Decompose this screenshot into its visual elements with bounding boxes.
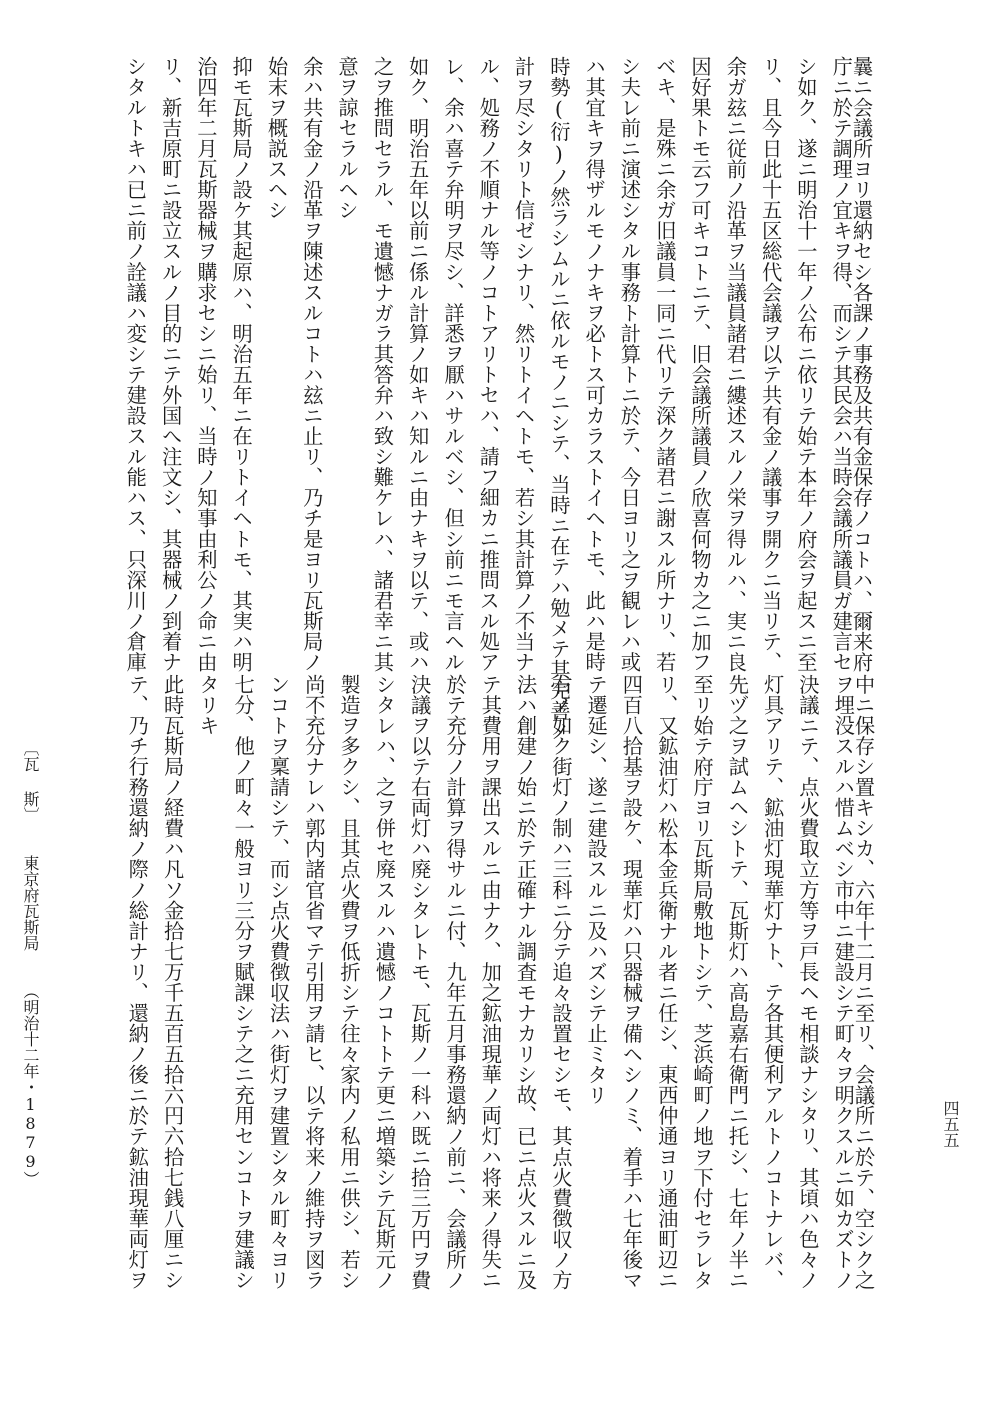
text-column: 庁ニ於テ調理ノ宜キヲ得、而シテ其民会ハ当時会議所議員ガ建言セ bbox=[829, 56, 854, 673]
text-column: 灯具アリテ、鉱油灯現華灯ナト、テ各其便利アルトノコトナレバ、 bbox=[760, 674, 785, 1291]
text-column: リ、新吉原町ニ設立スルノ目的ニテ外国へ注文シ、其器械ノ到着ナ bbox=[158, 56, 183, 673]
text-block-lower bbox=[112, 674, 876, 1291]
text-column: タリキ bbox=[195, 674, 220, 736]
text-column: シタルトキハ已ニ前ノ詮議ハ変シテ建設スル能ハス、只深川ノ倉庫 bbox=[123, 56, 148, 673]
text-column: 決議ニテ、点火費取立方等ヲ戸長ヘモ相談ナシタリ、其頃ハ色々ノ bbox=[795, 674, 820, 1291]
text-column: 至リ始テ府庁ヨリ瓦斯局敷地トシテ、芝浜崎町ノ地ヲ下付セラレタ bbox=[690, 674, 715, 1291]
text-column: 計ヲ尽シタリト信ゼシナリ、然リトイヘトモ、若シ其計算ノ不当ナ bbox=[511, 56, 536, 673]
text-column: 始末ヲ概説スヘシ bbox=[264, 56, 289, 221]
text-column: 余ハ共有金ノ沿革ヲ陳述スルコトハ玆ニ止リ、乃チ是ヨリ瓦斯局ノ bbox=[299, 56, 324, 673]
text-column: 於テ充分ノ計算ヲ得サルニ付、九年五月事務還納ノ前ニ、会議所ノ bbox=[442, 674, 467, 1291]
text-column: ンコトヲ稟請シテ、而シ点火費徴収法ハ街灯ヲ建置シタル町々ヨリ bbox=[266, 674, 291, 1291]
running-header-date: （明治十二年・1879） bbox=[21, 983, 40, 1187]
text-column: レ、余ハ喜テ弁明ヲ尽シ、詳悉ヲ厭ハサルベシ、但シ前ニモ言ヘル bbox=[440, 56, 465, 673]
text-column: 右ノ如ク街灯ノ制ハ三科ニ分テ追々設置セシモ、其点火費徴収ノ方 bbox=[548, 674, 573, 1291]
text-column: ハ其宜キヲ得ザルモノナキヲ必トス可カラストイヘトモ、此ハ是時 bbox=[582, 56, 607, 673]
text-column: 先ヅ之ヲ試ムヘシトテ、瓦斯灯ハ高島嘉右衛門ニ托シ、七年ノ半ニ bbox=[725, 674, 750, 1291]
text-column: シタレハ、之ヲ併セ廃スルハ遺憾ノコトトテ更ニ増築シテ瓦斯元ノ bbox=[372, 674, 397, 1291]
running-header-title: 東京府瓦斯局 bbox=[21, 855, 40, 951]
text-column: 抑モ瓦斯局ノ設ケ其起原ハ、明治五年ニ在リトイヘトモ、其実ハ明 bbox=[229, 56, 254, 673]
text-column: 尚不充分ナレハ郭内諸官省マテ引用ヲ請ヒ、以テ将来ノ維持ヲ図ラ bbox=[301, 674, 326, 1291]
text-column: テ、乃チ行務還納ノ際ノ総計ナリ、還納ノ後ニ於テ鉱油現華両灯ヲ bbox=[125, 674, 150, 1291]
text-column: 製造ヲ多クシ、且其点火費ヲ低折シテ往々家内ノ私用ニ供シ、若シ bbox=[337, 674, 362, 1291]
text-column: 中ニ保存シ置キシカ、六年十二月ニ至リ、会議所ニ於テ、空シク之 bbox=[851, 674, 876, 1291]
text-column: シ如ク、遂ニ明治十一年ノ公布ニ依リテ始テ本年ノ府会ヲ起スニ至 bbox=[793, 56, 818, 673]
text-column: ヲ埋没スルハ惜ムベシ市中ニ建設シテ町々ヲ明クスルニ如カズトノ bbox=[831, 674, 856, 1291]
text-column: 如ク、明治五年以前ニ係ル計算ノ如キハ知ルニ由ナキヲ以テ、或ハ bbox=[405, 56, 430, 673]
text-column: 余ガ玆ニ従前ノ沿革ヲ当議員諸君ニ縷述スルノ栄ヲ得ルハ、実ニ良 bbox=[723, 56, 748, 673]
text-column: 時勢(衍)ノ然ラシムルニ依ルモノニシテ、当時ニ在テハ勉メテ其完善ノ bbox=[546, 56, 571, 742]
running-header-section: 〔瓦 斯〕 bbox=[21, 740, 40, 823]
page-number: 四五五 bbox=[941, 1100, 960, 1148]
text-column: 法ハ創建ノ始ニ於テ正確ナル調査モナカリシ故、已ニ点火スルニ及 bbox=[513, 674, 538, 1291]
text-column: 曩ニ会議所ヨリ還納セシ各課ノ事務及共有金保存ノコトハ、爾来府 bbox=[849, 56, 874, 673]
running-header bbox=[22, 740, 38, 1187]
text-column: 四百八拾基ヲ設ケ、現華灯ハ只器械ヲ備ヘシノミ、着手ハ七年後マ bbox=[619, 674, 644, 1291]
text-column: シ夫レ前ニ演述シタル事務ト計算トニ於テ、今日ヨリ之ヲ観レハ或 bbox=[617, 56, 642, 673]
text-column: 決議ヲ以テ右両灯ハ廃シタレトモ、瓦斯ノ一科ハ既ニ拾三万円ヲ費 bbox=[407, 674, 432, 1291]
text-column: リ、且今日此十五区総代会議ヲ以テ共有金ノ議事ヲ開クニ当リテ、 bbox=[758, 56, 783, 673]
text-column: 因好果トモ云フ可キコトニテ、旧会議所議員ノ欣喜何物カ之ニ加フ bbox=[688, 56, 713, 673]
text-column: 此時瓦斯局ノ経費ハ凡ソ金拾七万千五百五拾六円六拾七銭八厘ニシ bbox=[160, 674, 185, 1291]
text-column: 治四年二月瓦斯器械ヲ購求セシニ始リ、当時ノ知事由利公ノ命ニ由 bbox=[193, 56, 218, 673]
text-column: リ、又鉱油灯ハ松本金兵衛ナル者ニ任シ、東西仲通ヨリ通油町辺ニ bbox=[654, 674, 679, 1291]
text-column: 意ヲ諒セラルヘシ bbox=[335, 56, 360, 221]
text-column: ベキ、是殊ニ余ガ旧議員一同ニ代リテ深ク諸君ニ謝スル所ナリ、若 bbox=[652, 56, 677, 673]
text-column: テ遷延シ、遂ニ建設スルニ及ハズシテ止ミタリ bbox=[584, 674, 609, 1106]
text-column: 之ヲ推問セラル、モ遺憾ナガラ其答弁ハ致シ難ケレハ、諸君幸ニ其 bbox=[370, 56, 395, 673]
text-column: 七分、他ノ町々一般ヨリ三分ヲ賦課シテ之ニ充用センコトヲ建議シ bbox=[231, 674, 256, 1291]
text-column: テ其費用ヲ課出スルニ由ナク、加之鉱油現華ノ両灯ハ将来ノ得失ニ bbox=[478, 674, 503, 1291]
text-column: ル、処務ノ不順ナル等ノコトアリトセハ、請フ細カニ推問スル処ア bbox=[476, 56, 501, 673]
